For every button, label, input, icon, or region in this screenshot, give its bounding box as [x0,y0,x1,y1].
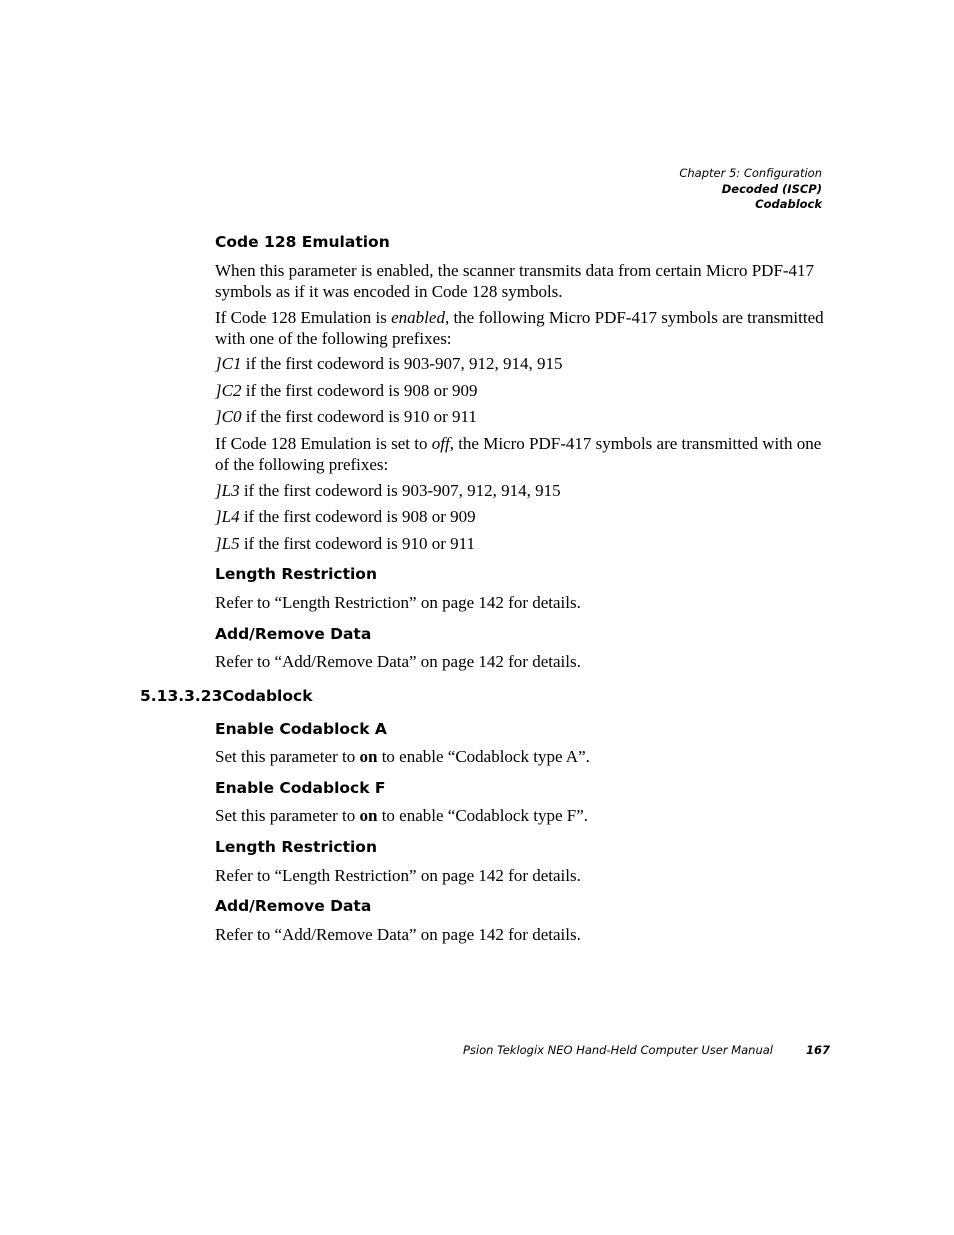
prefix-line: ]C0 if the first codeword is 910 or 911 [215,407,477,426]
length-heading: Length Restriction [215,565,377,583]
code128-enabled-para: If Code 128 Emulation is enabled, the following Micro PDF-417 symbols are transmitted with one of the following prefixes: [215,308,824,348]
codablock-section-heading: 5.13.3.23Codablock [140,687,313,705]
prefix-code: ]L5 [215,534,240,553]
prefix-line: ]C2 if the first codeword is 908 or 909 [215,381,478,400]
prefix-line: ]C1 if the first codeword is 903-907, 912, 914, 915 [215,354,563,373]
codablock-addremove-heading: Add/Remove Data [215,897,372,915]
prefix-code: ]L3 [215,481,240,500]
enable-codablock-f-text: Set this parameter to on to enable “Codablock type F”. [215,806,588,825]
prefix-code: ]C1 [215,354,242,373]
header-section: Decoded (ISCP) [721,181,822,196]
codablock-addremove-text: Refer to “Add/Remove Data” on page 142 for details. [215,925,581,944]
code128-intro: When this parameter is enabled, the scanner transmits data from certain Micro PDF-417 symbols as if it was encoded in Code 128 symbols. [215,261,815,301]
prefix-code: ]C0 [215,407,242,426]
off-word: off [431,434,450,453]
prefix-line: ]L5 if the first codeword is 910 or 911 [215,534,476,553]
length-text: Refer to “Length Restriction” on page 142 for details. [215,593,581,612]
codablock-length-text: Refer to “Length Restriction” on page 142 for details. [215,866,581,885]
addremove-text: Refer to “Add/Remove Data” on page 142 for details. [215,652,581,671]
page-number: 167 [805,1043,830,1057]
code128-off-para: If Code 128 Emulation is set to off, the Micro PDF-417 symbols are transmitted with one of the following prefixes: [215,434,822,474]
addremove-heading: Add/Remove Data [215,625,372,643]
footer-title: Psion Teklogix NEO Hand-Held Computer User Manual [463,1043,773,1057]
prefix-code: ]L4 [215,507,240,526]
enable-codablock-f-heading: Enable Codablock F [215,779,386,797]
codablock-length-heading: Length Restriction [215,838,377,856]
header-chapter: Chapter 5: Configuration [679,166,822,180]
prefix-line: ]L3 if the first codeword is 903-907, 912, 914, 915 [215,481,561,500]
enabled-word: enabled [391,308,445,327]
enable-codablock-a-heading: Enable Codablock A [215,720,387,738]
running-header [679,166,822,213]
prefix-line: ]L4 if the first codeword is 908 or 909 [215,507,476,526]
header-subsection: Codablock [755,197,822,211]
code128-heading: Code 128 Emulation [215,233,390,251]
prefix-code: ]C2 [215,381,242,400]
enable-codablock-a-text: Set this parameter to on to enable “Codablock type A”. [215,747,590,766]
